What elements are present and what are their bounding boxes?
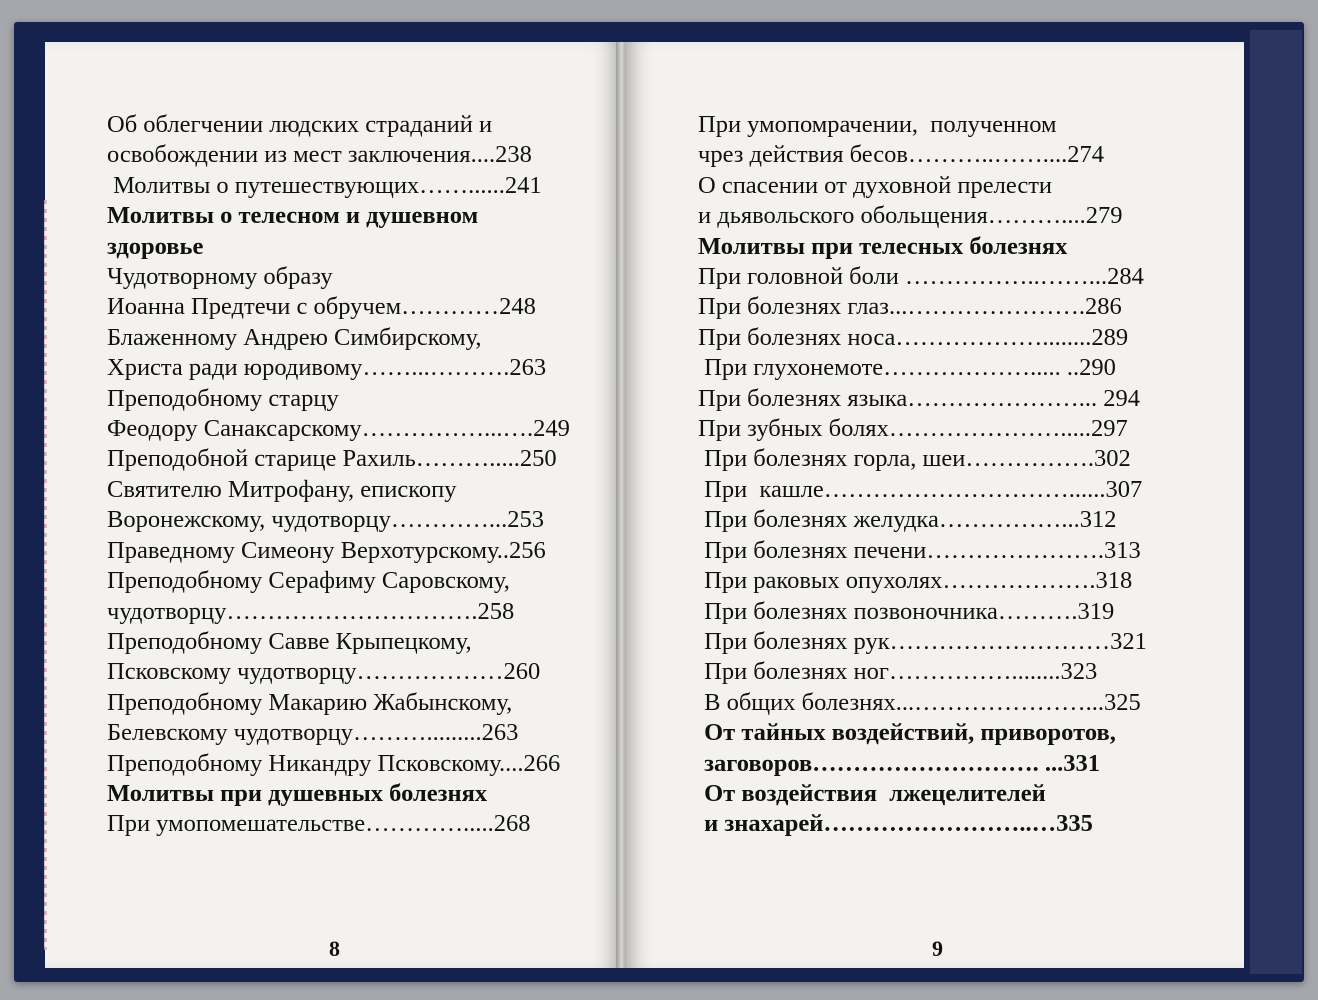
toc-entry-line: Чудотворному образу [107, 263, 333, 291]
toc-entry-line: Преподобной старице Рахиль……….....250 [107, 445, 557, 473]
toc-section-heading: Молитвы при телесных болезнях [698, 232, 1068, 260]
toc-entry-line: Об облегчении людских страданий и [107, 111, 493, 138]
toc-entry-line: Феодору Санаксарскому……………...….249 [107, 415, 570, 443]
toc-entry-line: Иоанна Предтечи с обручем…………248 [107, 293, 536, 321]
toc-entry-line: При болезнях горла, шеи…………….302 [698, 445, 1131, 473]
toc-section-heading: Молитвы при душевных болезнях [107, 779, 488, 807]
toc-entry-line: Христа ради юродивому……...……….263 [107, 354, 547, 382]
toc-entry-line: Преподобному Макарию Жабынскому, [107, 688, 513, 716]
toc-entry-line: Преподобному Никандру Псковскому....266 [107, 749, 561, 777]
toc-entry-line: и дьявольского обольщения………....279 [698, 202, 1123, 230]
toc-entry-line: Преподобному Серафиму Саровскому, [107, 567, 510, 595]
toc-entry-line: Блаженному Андрею Симбирскому, [107, 323, 482, 351]
toc-entry-line: В общих болезнях...…………………...325 [698, 688, 1141, 716]
page-number-right: 9 [932, 936, 943, 961]
page-edge-decoration [44, 200, 47, 950]
toc-entry-line: О спасении от духовной прелести [698, 171, 1053, 199]
toc-entry-line: При кашле…………………………......307 [698, 475, 1143, 503]
table-of-contents-left [107, 110, 570, 840]
toc-entry-line: освобождении из мест заключения....238 [107, 141, 532, 169]
toc-entry-line: При головной боли ……………..……...284 [698, 263, 1144, 291]
toc-entry-line: чрез действия бесов………..……....274 [698, 141, 1104, 169]
table-of-contents-right [698, 110, 1147, 840]
toc-section-heading: От тайных воздействий, приворотов, [698, 719, 1116, 747]
toc-entry-line: При болезнях языка…………………... 294 [698, 384, 1140, 412]
toc-section-heading: Молитвы о телесном и душевном [107, 202, 479, 230]
toc-entry-line: При болезнях рук………………………321 [698, 627, 1147, 655]
toc-entry-line: При раковых опухолях……………….318 [698, 567, 1133, 595]
toc-entry-line: Праведному Симеону Верхотурскому..256 [107, 536, 546, 564]
toc-entry-line: Святителю Митрофану, епископу [107, 475, 457, 503]
toc-entry-line: Преподобному Савве Крыпецкому, [107, 627, 472, 655]
toc-section-heading: От воздействия лжецелителей [698, 779, 1046, 807]
toc-entry-line: Преподобному старцу [107, 384, 339, 412]
toc-entry-line: чудотворцу………………………….258 [107, 597, 515, 625]
toc-entry-line: Молитвы о путешествующих……......241 [107, 171, 542, 199]
toc-entry-line: Псковскому чудотворцу………………260 [107, 658, 541, 686]
toc-entry-line: Белевскому чудотворцу……….........263 [107, 719, 519, 747]
toc-section-heading: заговоров………………………. ...331 [698, 749, 1101, 777]
toc-section-heading: и знахарей……………………..…335 [698, 810, 1093, 838]
toc-entry-line: При болезнях глаз...………………….286 [698, 293, 1122, 321]
toc-section-heading: здоровье [107, 232, 204, 260]
toc-entry-line: При болезнях желудка……………...312 [698, 506, 1117, 534]
toc-entry-line: При глухонемоте………………..... ..290 [698, 354, 1116, 382]
toc-entry-line: При болезнях ног……………........323 [698, 658, 1098, 686]
page-number-left: 8 [329, 936, 340, 961]
toc-entry-line: При болезнях печени………………….313 [698, 536, 1141, 564]
book-cover-edge [1250, 30, 1302, 974]
right-page [626, 42, 1244, 968]
toc-entry-line: При умопомешательстве………….....268 [107, 810, 531, 838]
toc-entry-line: При зубных болях………………….....297 [698, 415, 1128, 443]
toc-entry-line: При умопомрачении, полученном [698, 111, 1057, 138]
toc-entry-line: При болезнях позвоночника……….319 [698, 597, 1115, 625]
left-page [45, 42, 619, 968]
toc-entry-line: Воронежскому, чудотворцу…………...253 [107, 506, 544, 534]
toc-entry-line: При болезнях носа………………........289 [698, 323, 1129, 351]
